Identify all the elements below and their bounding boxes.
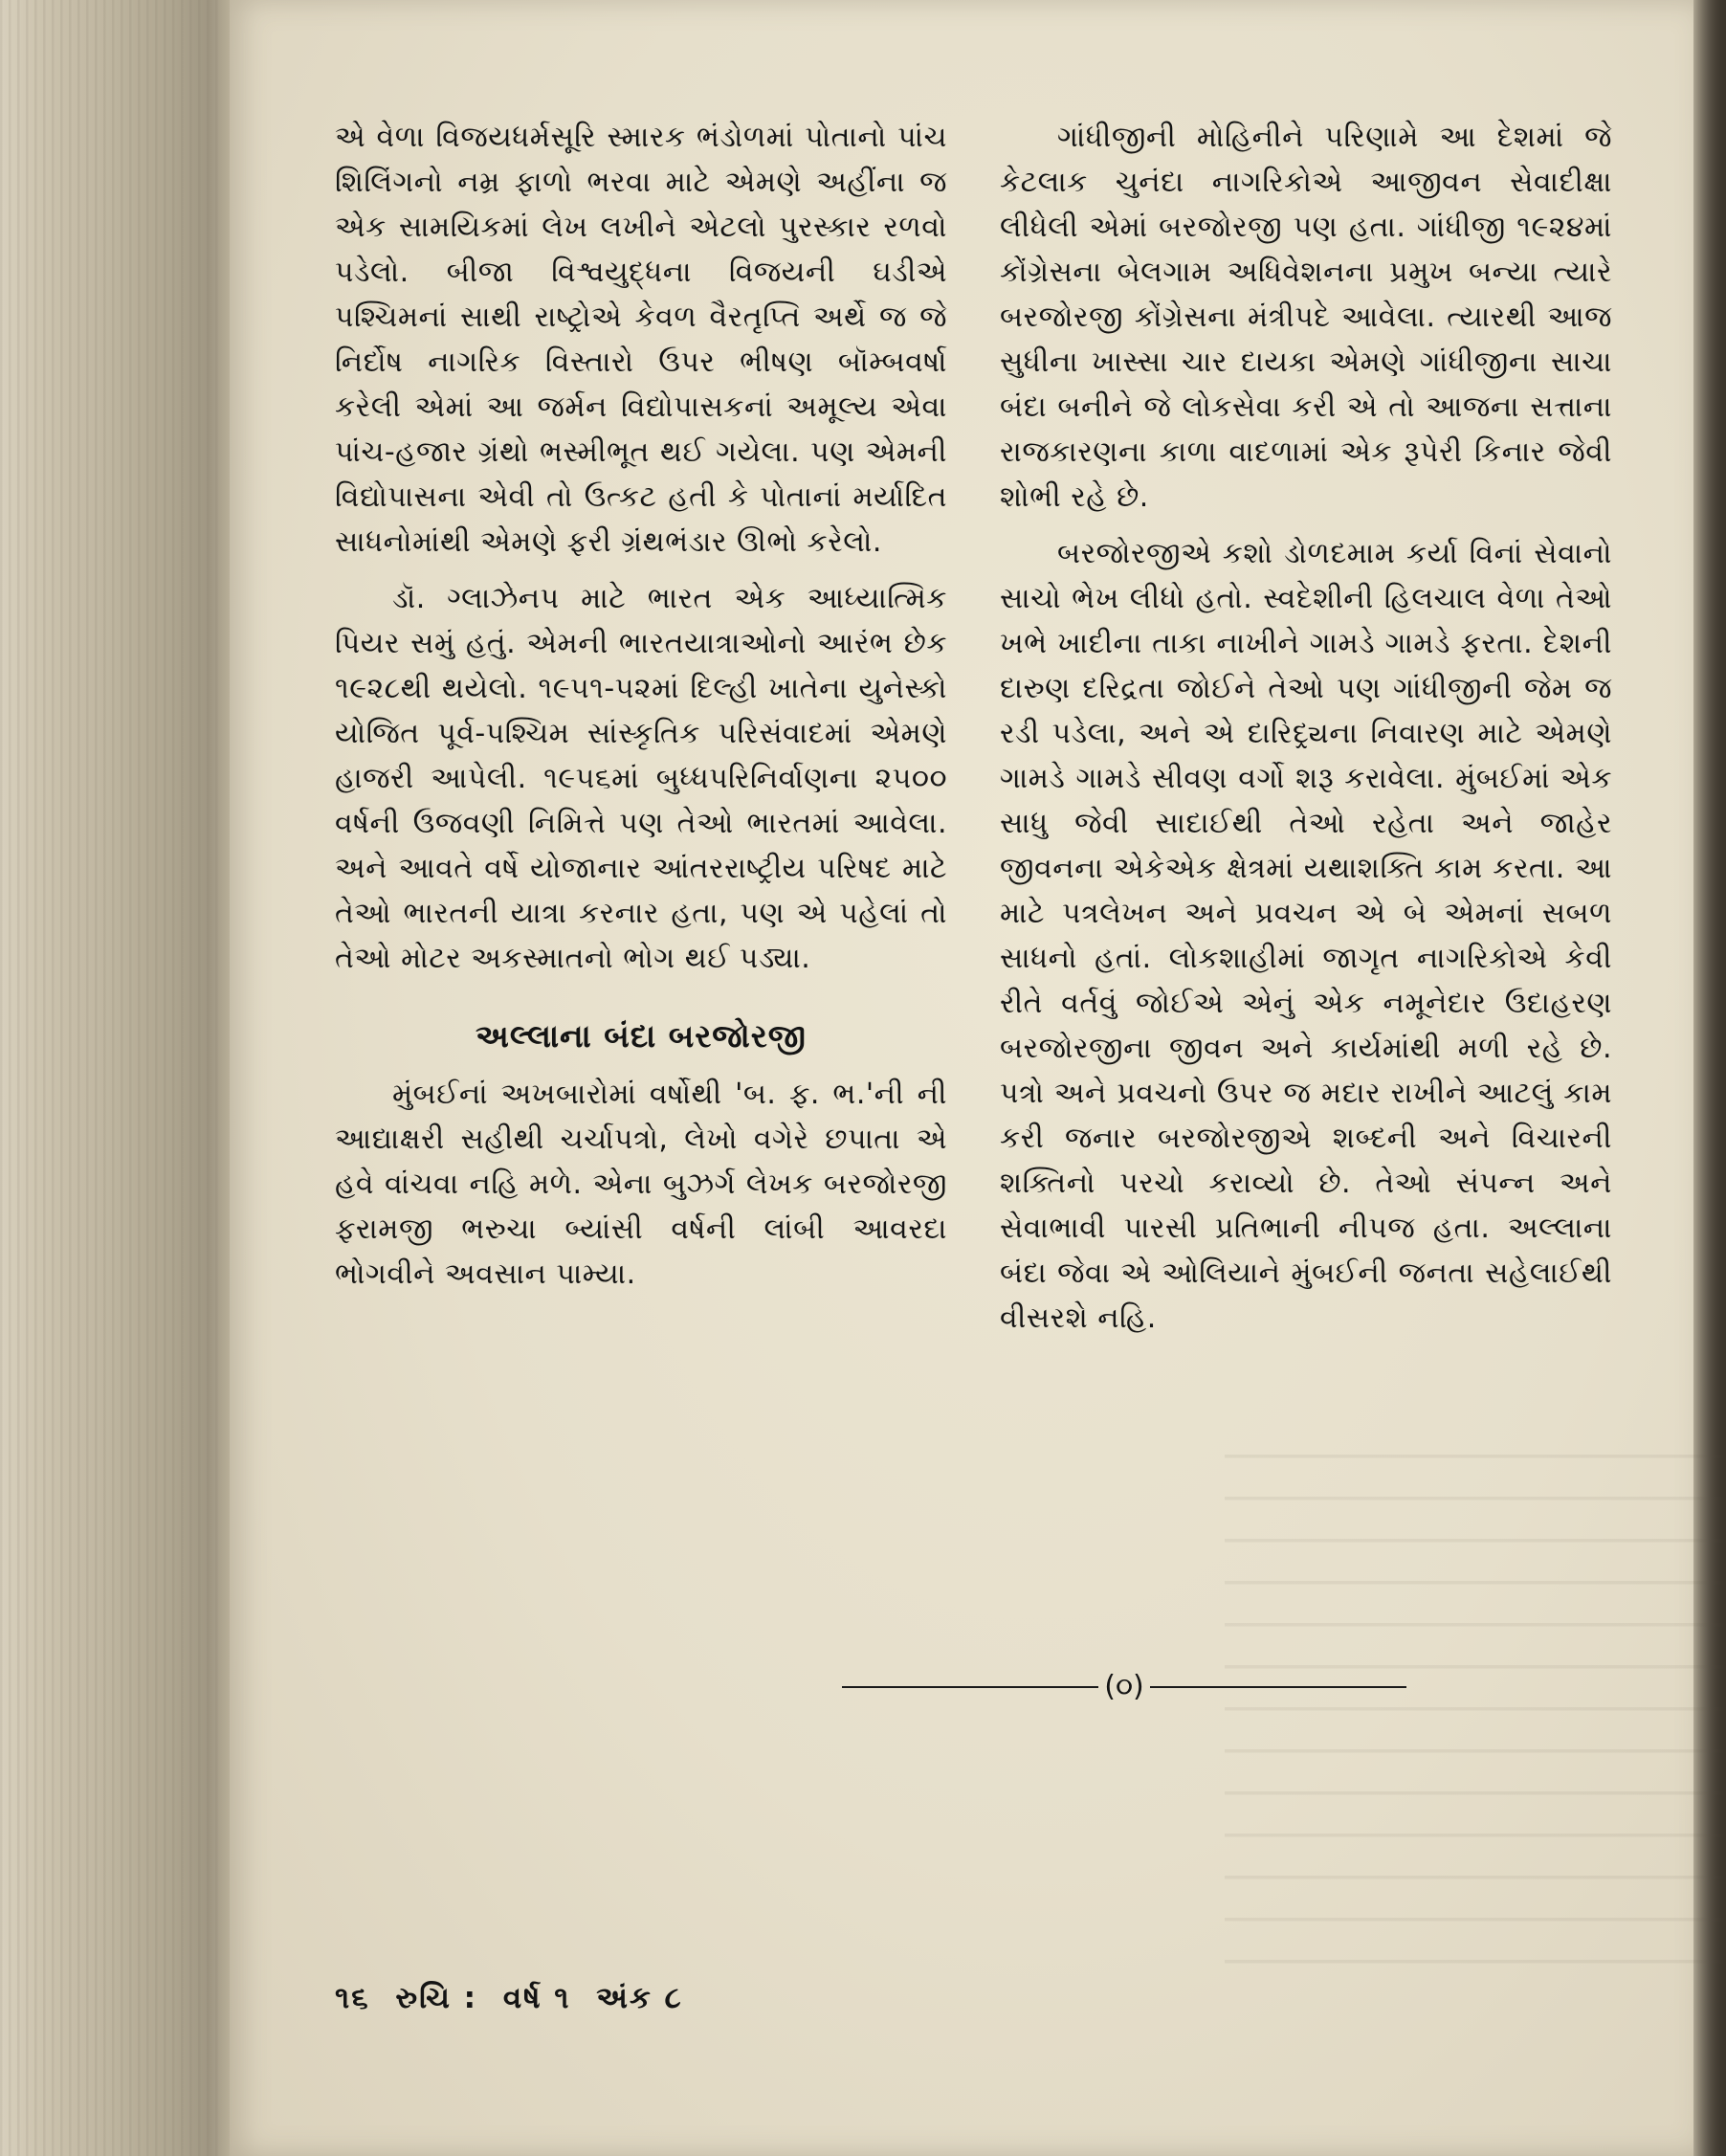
book-page — [230, 0, 1693, 2156]
end-of-article-mark — [842, 1670, 1406, 1703]
right-paragraph-1: ગાંધીજીની મોહિનીને પરિણામે આ દેશમાં જે કેટલાક ચુનંદા નાગરિકોએ આજીવન સેવાદીક્ષા લીધેલી એમાં બરજોરજી પણ હતા. ગાંધીજી ૧૯૨૪માં કોંગ્રેસના બેલગામ અધિવેશનના પ્રમુખ બન્યા ત્યારે બરજોરજી કોંગ્રેસના મંત્રીપદે આવેલા. ત્યારથી આજ સુધીના ખાસ્સા ચાર દાયકા એમણે ગાંધીજીના સાચા બંદા બનીને જે લોકસેવા કરી એ તો આજના સત્તાના રાજકારણના કાળા વાદળામાં એક રૂપેરી કિનાર જેવી શોભી રહે છે. — [1000, 121, 1612, 514]
end-rule-right — [1150, 1686, 1406, 1688]
magazine-name: રુચિ : — [395, 1981, 478, 2015]
right-column — [1000, 115, 1612, 1352]
scan-dark-edge — [1693, 0, 1726, 2156]
page-edge-stack — [0, 0, 220, 2156]
end-symbol: (૦) — [1104, 1670, 1144, 1703]
section-heading: અલ્લાના બંદા બરજોરજી — [476, 1017, 807, 1055]
right-paragraph-2: બરજોરજીએ કશો ડોળદમામ કર્યા વિનાં સેવાનો સાચો ભેખ લીધો હતો. સ્વદેશીની હિલચાલ વેળા તેઓ ખભે ખાદીના તાકા નાખીને ગામડે ગામડે ફરતા. દેશની દારુણ દરિદ્રતા જોઈને તેઓ પણ ગાંધીજીની જેમ જ રડી પડેલા, અને એ દારિદ્ર્યના નિવારણ માટે એમણે ગામડે ગામડે સીવણ વર્ગો શરૂ કરાવેલા. મુંબઈમાં એક સાધુ જેવી સાદાઈથી તેઓ રહેતા અને જાહેર જીવનના એકેએક ક્ષેત્રમાં યથાશક્તિ કામ કરતા. આ માટે પત્રલેખન અને પ્રવચન એ બે એમનાં સબળ સાધનો હતાં. લોકશાહીમાં જાગૃત નાગરિકોએ કેવી રીતે વર્તવું જોઈએ એનું એક નમૂનેદાર ઉદાહરણ બરજોરજીના જીવન અને કાર્યમાંથી મળી રહે છે. પત્રો અને પ્રવચનો ઉપર જ મદાર રાખીને આટલું કામ કરી જનાર બરજોરજીએ શબ્દની અને વિચારની શક્તિનો પરચો કરાવ્યો છે. તેઓ સંપન્ન અને સેવાભાવી પારસી પ્રતિભાની નીપજ હતા. અલ્લાના બંદા જેવા એ ઓલિયાને મુંબઈની જનતા સહેલાઈથી વીસરશે નહિ. — [1000, 537, 1612, 1335]
left-column — [335, 115, 947, 1308]
show-through-text — [1225, 1455, 1726, 1971]
left-paragraph-1: એ વેળા વિજયધર્મસૂરિ સ્મારક ભંડોળમાં પોતાનો પાંચ શિલિંગનો નમ્ર ફાળો ભરવા માટે એમણે અહીંના જ એક સામયિકમાં લેખ લખીને એટલો પુરસ્કાર રળવો પડેલો. બીજા વિશ્વયુદ્ધના વિજયની ઘડીએ પશ્ચિમનાં સાથી રાષ્ટ્રોએ કેવળ વૈરતૃપ્તિ અર્થે જ જે નિર્દોષ નાગરિક વિસ્તારો ઉપર ભીષણ બૉમ્બવર્ષા કરેલી એમાં આ જર્મન વિદ્યોપાસકનાં અમૂલ્ય એવા પાંચ-હજાર ગ્રંથો ભસ્મીભૂત થઈ ગયેલા. પણ એમની વિદ્યોપાસના એવી તો ઉત્કટ હતી કે પોતાનાં મર્યાદિત સાધનોમાંથી એમણે ફરી ગ્રંથભંડાર ઊભો કરેલો. — [335, 121, 947, 559]
left-paragraph-2: ડૉ. ગ્લાઝેનપ માટે ભારત એક આધ્યાત્મિક પિયર સમું હતું. એમની ભારતયાત્રાઓનો આરંભ છેક ૧૯૨૮થી થયેલો. ૧૯૫૧-૫૨માં દિલ્હી ખાતેના યુનેસ્કો યોજિત પૂર્વ-પશ્ચિમ સાંસ્કૃતિક પરિસંવાદમાં એમણે હાજરી આપેલી. ૧૯૫૬માં બુધ્ધપરિનિર્વાણના ૨૫૦૦ વર્ષની ઉજવણી નિમિત્તે પણ તેઓ ભારતમાં આવેલા. અને આવતે વર્ષે યોજાનાર આંતરરાષ્ટ્રીય પરિષદ માટે તેઓ ભારતની યાત્રા કરનાર હતા, પણ એ પહેલાં તો તેઓ મોટર અકસ્માતનો ભોગ થઈ પડ્યા. — [335, 582, 947, 975]
volume-label: વર્ષ ૧ — [502, 1981, 571, 2015]
end-rule-left — [842, 1686, 1098, 1688]
page-footer — [335, 1981, 697, 2016]
page-number: ૧૬ — [335, 1981, 370, 2015]
left-paragraph-3: મુંબઈનાં અખબારોમાં વર્ષોથી 'બ. ફ. ભ.'ની ની આદ્યાક્ષરી સહીથી ચર્ચાપત્રો, લેખો વગેરે છપાતા એ હવે વાંચવા નહિ મળે. એના બુઝર્ગ લેખક બરજોરજી ફરામજી ભરુચા બ્યાંસી વર્ષની લાંબી આવરદા ભોગવીને અવસાન પામ્યા. — [335, 1078, 947, 1291]
issue-label: અંક ૮ — [596, 1981, 683, 2015]
